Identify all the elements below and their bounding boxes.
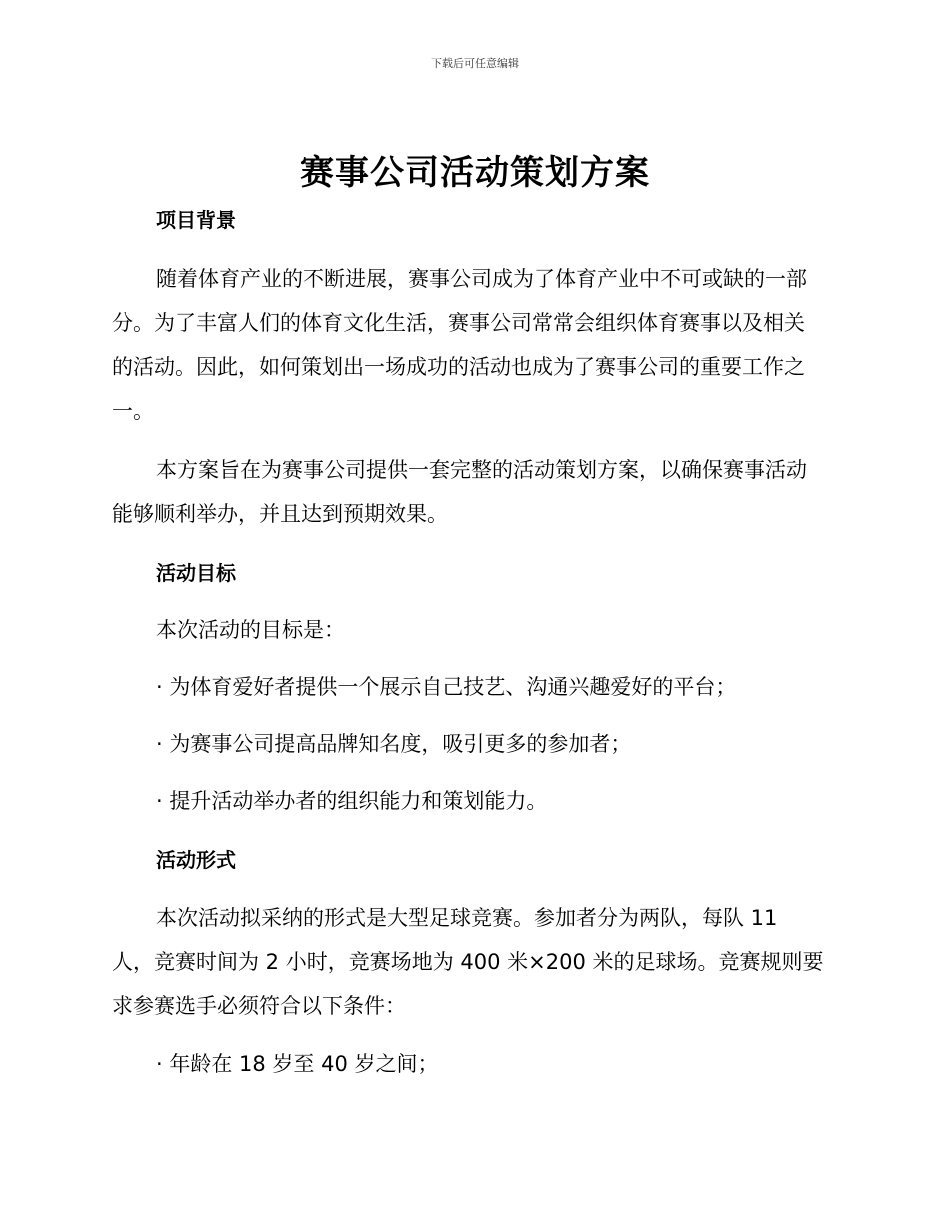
paragraph-line: 能够顺利举办，并且达到预期效果。 [112, 502, 448, 526]
document-title: 赛事公司活动策划方案 [300, 153, 650, 193]
paragraph-line: 一。 [112, 399, 154, 423]
paragraph-line: 人，竞赛时间为 2 小时，竞赛场地为 400 米×200 米的足球场。竞赛规则要 [112, 950, 824, 974]
paragraph-line: 本次活动的目标是： [156, 618, 345, 642]
list-item: · 为体育爱好者提供一个展示自己技艺、沟通兴趣爱好的平台； [156, 675, 737, 699]
header-note: 下载后可任意编辑 [431, 57, 519, 70]
paragraph-line: 本方案旨在为赛事公司提供一套完整的活动策划方案，以确保赛事活动 [156, 458, 807, 482]
paragraph-line: 随着体育产业的不断进展，赛事公司成为了体育产业中不可或缺的一部 [156, 267, 807, 291]
paragraph-line: 求参赛选手必须符合以下条件： [112, 994, 406, 1018]
list-item: · 为赛事公司提高品牌知名度，吸引更多的参加者； [156, 732, 632, 756]
list-item: · 年龄在 18 岁至 40 岁之间； [156, 1052, 439, 1076]
paragraph-line: 的活动。因此，如何策划出一场成功的活动也成为了赛事公司的重要工作之 [112, 355, 805, 379]
paragraph-line: 分。为了丰富人们的体育文化生活，赛事公司常常会组织体育赛事以及相关 [112, 311, 805, 335]
section-heading-background: 项目背景 [156, 208, 236, 232]
section-heading-form: 活动形式 [156, 848, 236, 872]
paragraph-line: 本次活动拟采纳的形式是大型足球竞赛。参加者分为两队，每队 11 [156, 906, 778, 930]
section-heading-goals: 活动目标 [156, 561, 236, 585]
list-item: · 提升活动举办者的组织能力和策划能力。 [156, 789, 548, 813]
